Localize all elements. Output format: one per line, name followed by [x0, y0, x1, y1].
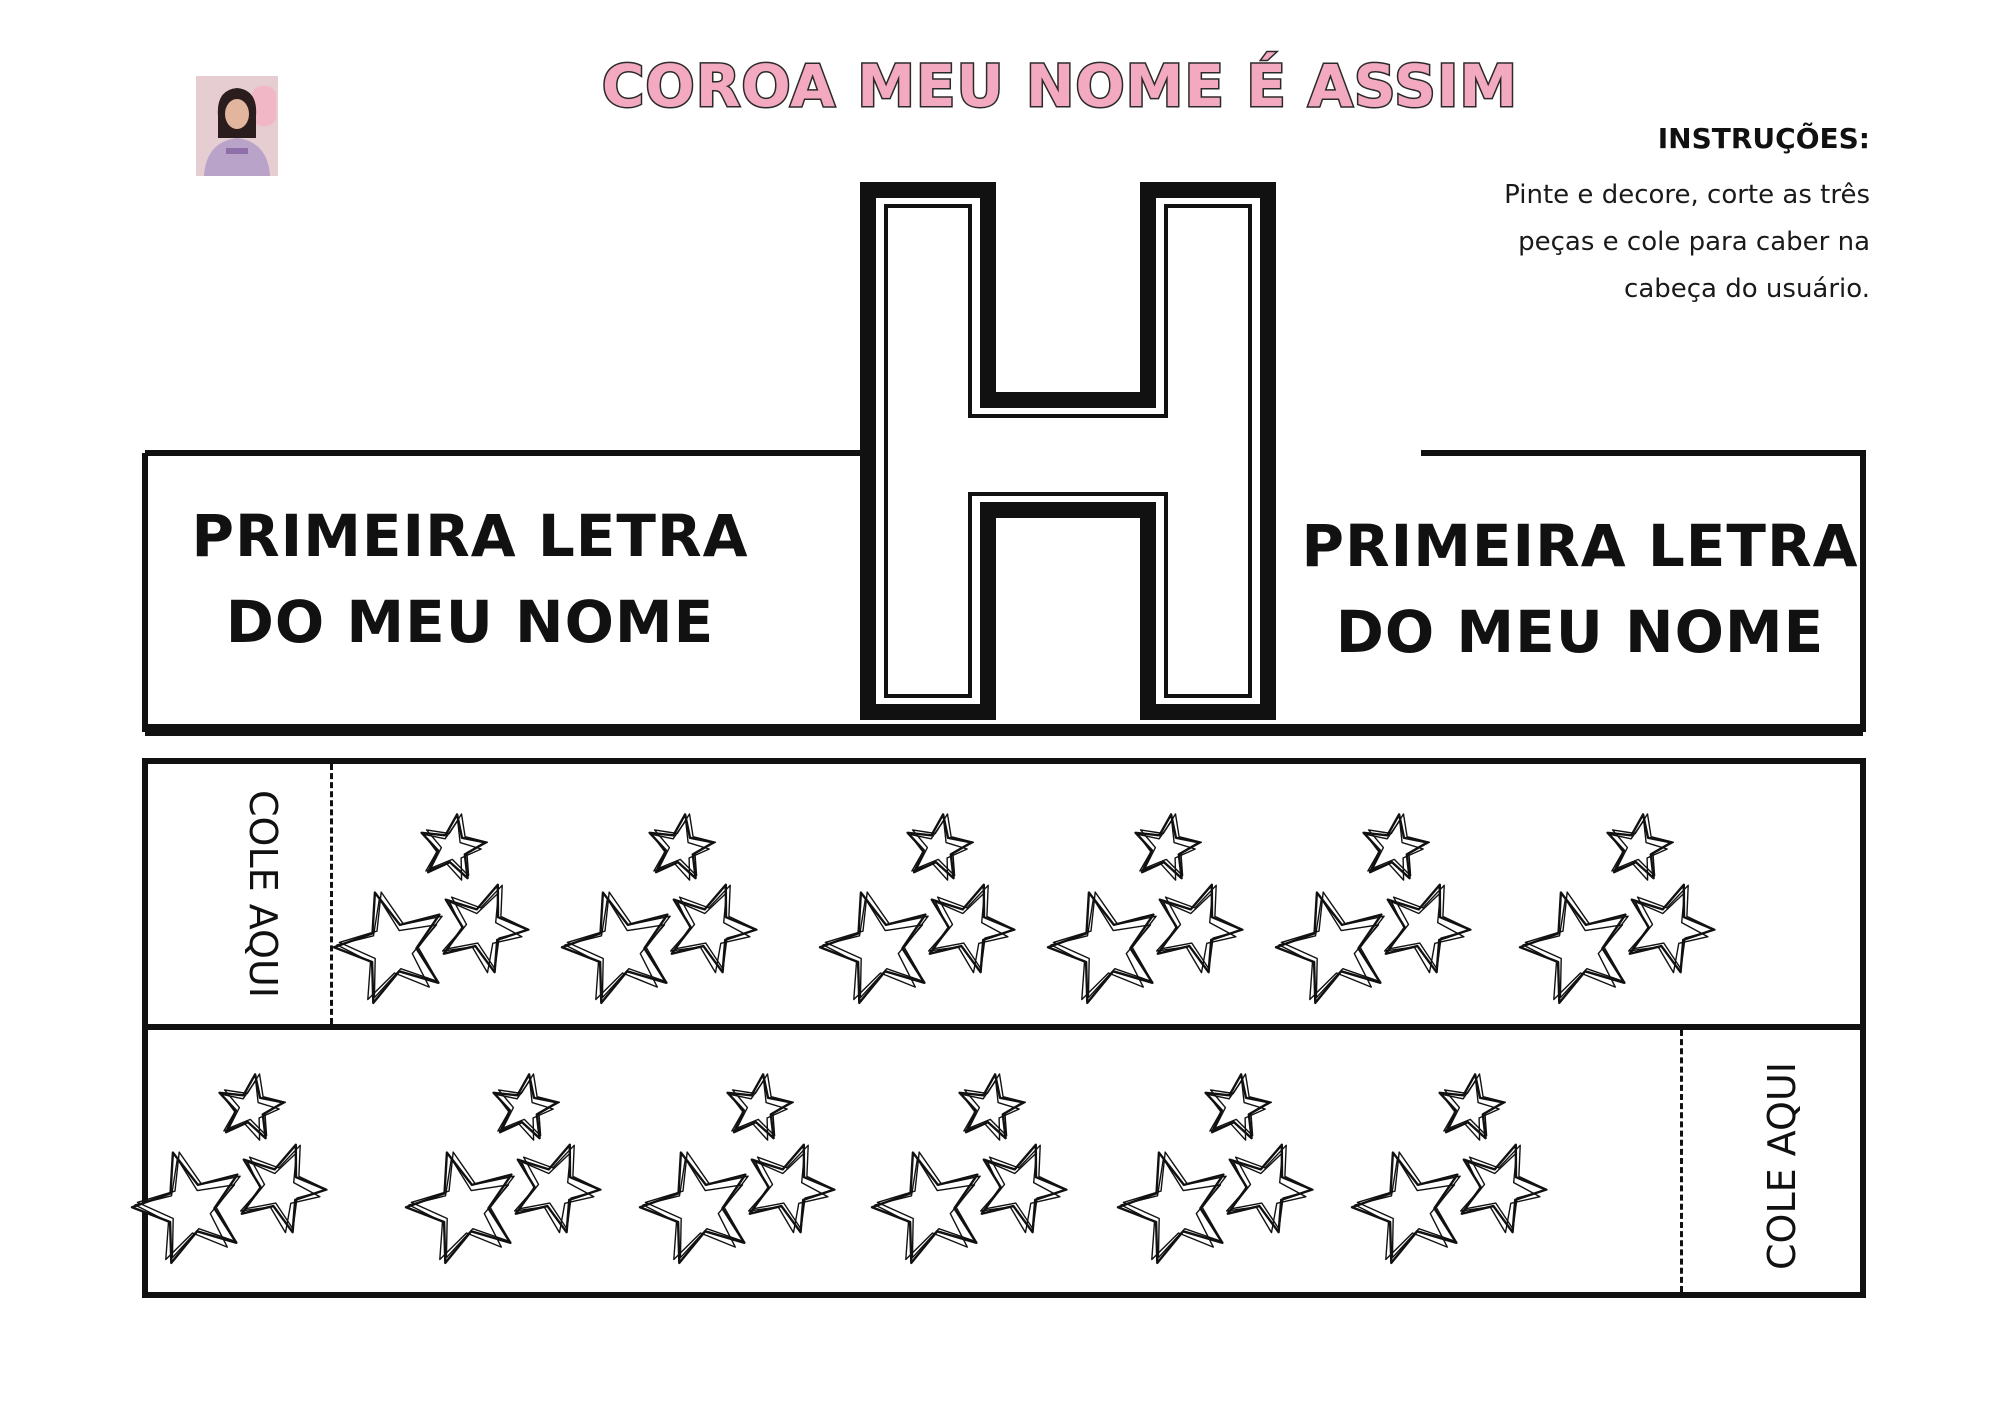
star-icon	[1385, 885, 1471, 973]
star-icon	[1461, 1145, 1547, 1233]
star-icon	[220, 1074, 286, 1140]
instructions-text: Pinte e decore, corte as três peças e cole para caber na cabeça do usuário.	[1504, 180, 1870, 304]
star-icon	[1157, 885, 1243, 973]
crown-letter: H	[1068, 702, 1069, 703]
star-icon	[872, 1152, 980, 1263]
star-icon	[422, 814, 488, 880]
star-icon	[1520, 892, 1628, 1003]
star-icon	[1352, 1152, 1460, 1263]
glue-here-label-left: COLE AQUI	[241, 790, 285, 998]
star-icon	[1629, 885, 1715, 973]
instructions-heading: INSTRUÇÕES:	[1657, 122, 1870, 155]
star-icon	[132, 1152, 240, 1263]
crown-label-right-line1: PRIMEIRA LETRA	[1301, 512, 1859, 580]
page-title: COROA MEU NOME É ASSIM	[601, 52, 1519, 120]
star-icon	[1227, 1145, 1313, 1233]
star-icon	[515, 1145, 601, 1233]
crown-label-left-line1: PRIMEIRA LETRA	[191, 502, 749, 570]
star-icon	[981, 1145, 1067, 1233]
crown-label-right-line2: DO MEU NOME	[1335, 598, 1825, 666]
star-icon	[406, 1152, 514, 1263]
star-icon	[960, 1074, 1026, 1140]
star-icon	[749, 1145, 835, 1233]
glue-here-label-right: COLE AQUI	[1760, 1062, 1804, 1270]
crown-label-left-line2: DO MEU NOME	[225, 588, 715, 656]
star-icon	[640, 1152, 748, 1263]
star-icon	[1118, 1152, 1226, 1263]
star-icon	[671, 885, 757, 973]
star-icon	[1364, 814, 1430, 880]
star-icon	[1136, 814, 1202, 880]
star-icon	[1206, 1074, 1272, 1140]
star-icon	[820, 892, 928, 1003]
star-icon	[562, 892, 670, 1003]
star-icon	[1048, 892, 1156, 1003]
star-icon	[650, 814, 716, 880]
star-icon	[443, 885, 529, 973]
star-icon	[334, 892, 442, 1003]
star-icon	[728, 1074, 794, 1140]
star-icon	[929, 885, 1015, 973]
star-icon	[494, 1074, 560, 1140]
star-icon	[1440, 1074, 1506, 1140]
star-icon	[1608, 814, 1674, 880]
star-icon	[908, 814, 974, 880]
star-icon	[241, 1145, 327, 1233]
star-icon	[1276, 892, 1384, 1003]
